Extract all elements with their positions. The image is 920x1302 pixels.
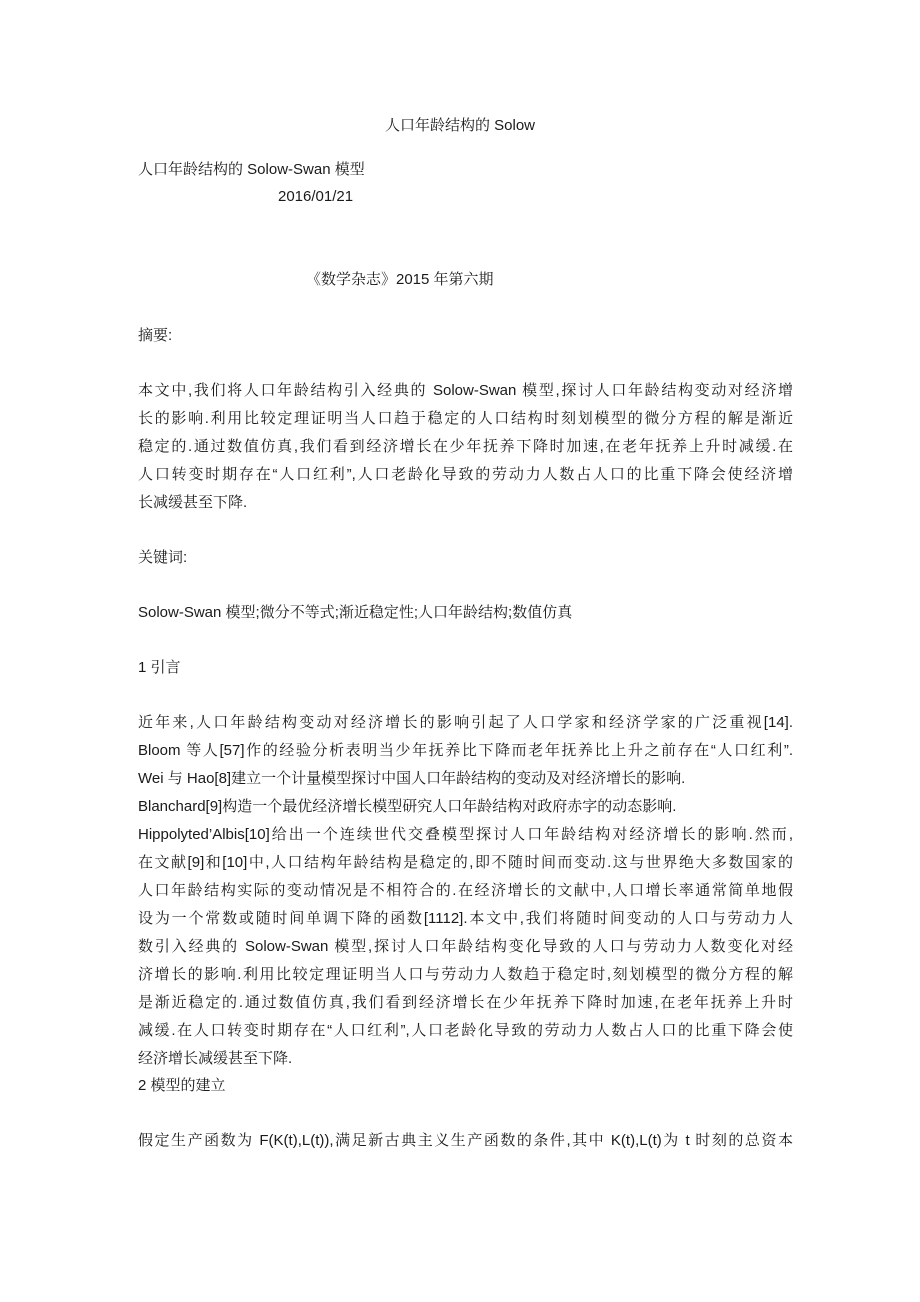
abstract-line: 长减缓甚至下降. xyxy=(138,494,248,511)
section-2-heading: 2 模型的建立 xyxy=(138,1077,226,1094)
intro-line: 设为一个常数或随时间单调下降的函数[1112].本文中,我们将随时间变动的人口与劳动力人 xyxy=(138,910,793,927)
keywords-heading: 关键词: xyxy=(138,549,188,566)
intro-line: Bloom 等人[57]作的经验分析表明当少年抚养比下降而老年抚养比上升之前存在“人口红利”. xyxy=(138,742,793,759)
document-date: 2016/01/21 xyxy=(278,188,354,205)
document-title: 人口年龄结构的 Solow xyxy=(384,117,536,134)
intro-line: Blanchard[9]构造一个最优经济增长模型研究人口年龄结构对政府赤字的动态影响. xyxy=(138,798,677,815)
intro-line: 人口年龄结构实际的变动情况是不相符合的.在经济增长的文献中,人口增长率通常简单地假 xyxy=(138,882,793,899)
model-paragraph xyxy=(138,1127,793,1155)
abstract-line: 长的影响.利用比较定理证明当人口趋于稳定的人口结构时刻划模型的微分方程的解是渐近 xyxy=(138,410,793,427)
document-subtitle: 人口年龄结构的 Solow-Swan 模型 xyxy=(138,161,365,178)
journal-info: 《数学杂志》2015 年第六期 xyxy=(306,271,494,288)
keywords-list: Solow-Swan 模型;微分不等式;渐近稳定性;人口年龄结构;数值仿真 xyxy=(138,604,573,621)
intro-line: 近年来,人口年龄结构变动对经济增长的影响引起了人口学家和经济学家的广泛重视[14]. xyxy=(138,714,793,731)
introduction-paragraph xyxy=(138,709,793,1073)
section-1-heading: 1 引言 xyxy=(138,659,181,676)
intro-line: 减缓.在人口转变时期存在“人口红利”,人口老龄化导致的劳动力人数占人口的比重下降会使 xyxy=(138,1022,793,1039)
intro-line: 在文献[9]和[10]中,人口结构年龄结构是稳定的,即不随时间而变动.这与世界绝大多数国家的 xyxy=(138,854,793,871)
abstract-line: 本文中,我们将人口年龄结构引入经典的 Solow-Swan 模型,探讨人口年龄结构变动对经济增 xyxy=(138,382,793,399)
intro-line: 经济增长减缓甚至下降. xyxy=(138,1050,293,1067)
model-line: 假定生产函数为 F(K(t),L(t)),满足新古典主义生产函数的条件,其中 K(t),L(t)为 t 时刻的总资本 xyxy=(138,1132,793,1149)
intro-line: 是渐近稳定的.通过数值仿真,我们看到经济增长在少年抚养下降时加速,在老年抚养上升时 xyxy=(138,994,793,1011)
intro-line: Hippolyted’Albis[10]给出一个连续世代交叠模型探讨人口年龄结构对经济增长的影响.然而, xyxy=(138,826,793,843)
intro-line: 数引入经典的 Solow-Swan 模型,探讨人口年龄结构变化导致的人口与劳动力人数变化对经 xyxy=(138,938,793,955)
intro-line: Wei 与 Hao[8]建立一个计量模型探讨中国人口年龄结构的变动及对经济增长的影响. xyxy=(138,770,686,787)
abstract-line: 人口转变时期存在“人口红利”,人口老龄化导致的劳动力人数占人口的比重下降会使经济增 xyxy=(138,466,793,483)
abstract-heading: 摘要: xyxy=(138,327,173,344)
abstract-line: 稳定的.通过数值仿真,我们看到经济增长在少年抚养下降时加速,在老年抚养上升时减缓.在 xyxy=(138,438,793,455)
intro-line: 济增长的影响.利用比较定理证明当人口与劳动力人数趋于稳定时,刻划模型的微分方程的解 xyxy=(138,966,793,983)
abstract-paragraph xyxy=(138,377,793,517)
